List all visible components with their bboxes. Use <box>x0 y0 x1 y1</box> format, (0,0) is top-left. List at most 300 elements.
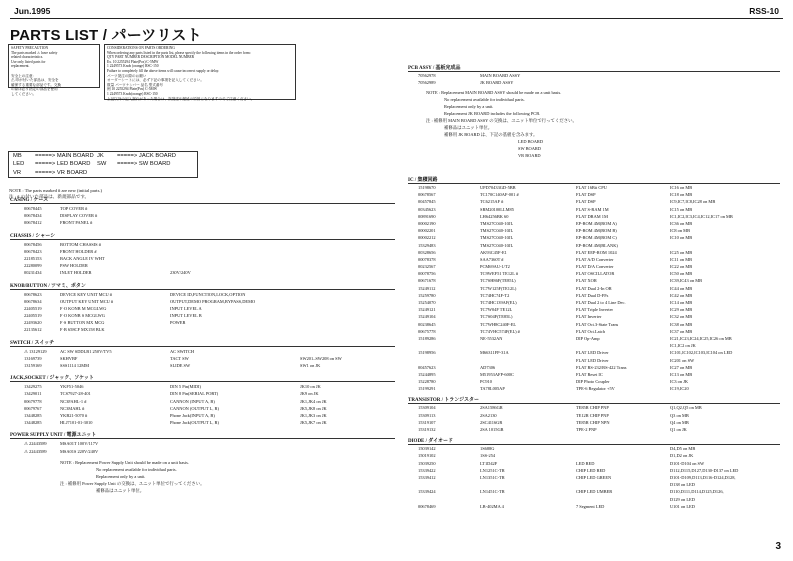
note-line: 注 : 補修用 MAIN BOARD ASSY の交換は、ユニット単位で行ってください。 <box>426 118 577 124</box>
cell: POWER <box>170 320 186 326</box>
part-row <box>408 184 783 191</box>
cell: NC3MAHL # <box>60 405 85 411</box>
ordering-line: パーツ発注の際のお願い <box>107 73 147 78</box>
cell: 70562989 <box>418 80 436 86</box>
cell: IC8 on MB <box>670 228 691 234</box>
cell: PCM69AU-1/T2 <box>480 264 510 270</box>
part-row <box>10 326 400 333</box>
cell: IC50 on MB <box>670 271 693 277</box>
legend-cell: =====> MAIN BOARD <box>35 153 94 159</box>
cell: IC18 on MB <box>670 192 693 198</box>
cell: D101-D104 on SW <box>670 460 705 466</box>
cell: 00238645 <box>418 321 436 327</box>
cell: 13429275 <box>24 384 42 390</box>
ordering-line: When ordering any parts listed in the parts list, please specify the following items in the order form: <box>107 50 251 55</box>
cell: 15198670 <box>418 185 436 190</box>
cell: F·O KONB S MCGLWG <box>60 313 105 319</box>
cell: IC11 on MB <box>670 256 693 262</box>
cell: M51953AFP-600C <box>480 371 514 377</box>
section-title: CHASSIS / シャーシ <box>10 233 56 239</box>
cell: 00678423 <box>24 248 42 254</box>
cell: F·B 658CF MX158 BLK <box>60 327 105 333</box>
part-row <box>408 474 783 481</box>
cell: NC3FAHL-1 # <box>60 398 87 404</box>
cell: TE85R CHIP NPN <box>576 419 610 425</box>
cell: 15039142 <box>418 446 436 452</box>
ordering-line: Failure to completely fill the above items will cause incorrect supply or delay. <box>107 68 220 73</box>
cell: EP-ROM 4M(BLANK) <box>576 242 618 248</box>
cell: D110,D111,D114,D125,D126, <box>670 489 724 495</box>
safety-line: Use only listed parts for <box>11 59 46 64</box>
cell: INPUT LEVEL A <box>170 305 202 311</box>
cell: FLAT Reset IC <box>576 371 603 377</box>
cell: DIP Op-Amp <box>576 335 600 341</box>
cell: ⚠ 22443589 <box>24 448 47 454</box>
ordering-line: 1 2249573 Knob(orange) RSC-150 <box>107 91 158 96</box>
part-row <box>408 488 783 495</box>
ordering-line: 数量 パーツナンバー 品名 型式番号 <box>107 82 164 87</box>
cell: FLAT Inverter <box>576 314 602 320</box>
legend-cell: MB <box>13 153 22 159</box>
cell: EP-ROM 4M(ROM C) <box>576 235 617 241</box>
cell: 22493620 <box>24 320 42 326</box>
part-row <box>408 467 783 474</box>
cell: TC74HC74F-T2 <box>480 292 510 298</box>
cell: CHIP LED RED <box>576 467 606 473</box>
cell: UPD70433GD-5BB <box>480 185 516 190</box>
section-title: KNOB/BUTTON / ツマミ、ボタン <box>10 283 86 289</box>
cell: FLAT LED Driver <box>576 350 609 356</box>
ordering-line: Ex. 10 2255294 Plate(Pos) C-5MW <box>107 59 159 64</box>
part-row <box>408 206 783 213</box>
part-row <box>408 270 783 277</box>
cell: 15259780 <box>418 292 436 298</box>
parts-ordering-box <box>104 44 296 100</box>
cell: FLAT DSP <box>576 192 596 198</box>
part-row <box>10 219 400 226</box>
cell: CANNON (OUTPUT L, R) <box>170 405 219 411</box>
cell: INLET HOLDER <box>60 270 92 276</box>
part-row <box>408 364 783 371</box>
cell: 13448285 <box>24 412 42 418</box>
part-row <box>10 355 400 362</box>
cell: Q4 on MB <box>670 419 689 425</box>
part-row <box>408 313 783 320</box>
cell: FLAT Dual 2 to 4 Line Dec. <box>576 300 626 305</box>
section-rule <box>10 381 395 382</box>
cell: D138 on LED <box>670 482 695 488</box>
legend-row <box>13 169 193 177</box>
part-row <box>10 305 400 312</box>
part-row <box>408 378 783 385</box>
part-row <box>10 419 400 426</box>
cell: BOTTOM CHASSIS # <box>60 241 101 247</box>
cell: FLAT DRAM 1M <box>576 213 608 219</box>
cell: 15039250 <box>418 460 436 466</box>
cell: 15198956 <box>418 350 436 356</box>
cell: Q1 on JK <box>670 427 687 432</box>
note-line: NOTE : The parts marked # are new (initial parts.) <box>9 188 103 193</box>
cell: JK1,JK4 on JK <box>300 398 327 404</box>
ordering-line: QTY PART NUMBER DESCRIPTION MODEL NUMBER <box>107 55 195 60</box>
pcb-assy-section <box>408 64 783 159</box>
cell: 15309113 <box>418 412 436 418</box>
cell: IC29 on MB <box>670 307 693 313</box>
pcb-row <box>408 72 783 79</box>
part-row <box>10 298 400 305</box>
cell: 70562978 <box>418 73 436 78</box>
note-line: NOTE : Replacement MAIN BOARD ASSY should be made on a unit basis. <box>426 90 562 96</box>
legend-cell: =====> SW BOARD <box>117 161 171 168</box>
part-row <box>10 319 400 326</box>
section-rule <box>10 289 395 290</box>
cell: AK93C45F-E1 <box>480 249 507 255</box>
cell: IC101,IC102,IC103,IC104 on LED <box>670 350 733 356</box>
ordering-line: 上記以外の記入漏れがあった場合は、誤発送や遅延の原因になりますのでご注意ください。 <box>107 96 255 101</box>
part-row <box>408 263 783 270</box>
safety-line: SAFETY PRECAUTION <box>11 46 49 50</box>
cell: Q1,Q2,Q5 on MB <box>670 405 702 411</box>
part-row <box>408 404 783 411</box>
cell: FRONT HOLDER # <box>60 248 97 254</box>
safety-precaution-box <box>8 44 100 96</box>
cell: FLAT OSCILLATOR <box>576 271 615 277</box>
part-row <box>408 234 783 241</box>
note-line: No replacement available for individual parts. <box>444 97 525 103</box>
cell: 15339412 <box>418 474 436 480</box>
cell: TC6215AF # <box>480 199 504 205</box>
header-date: Jun.1995 <box>14 6 51 16</box>
part-row <box>408 412 783 419</box>
section-title: SWITCH / スイッチ <box>10 340 55 346</box>
cell: 15189286 <box>418 335 436 341</box>
cell: FLAT RS-232/RS-422 Trans <box>576 364 627 370</box>
cell: FLAT Oct.3-State Trans <box>576 321 619 327</box>
part-row <box>408 249 783 256</box>
part-row <box>10 269 400 276</box>
part-row <box>408 342 783 349</box>
note-line: 補修品はユニット単位。 <box>96 487 145 493</box>
safety-line: ⚠ 印が付いた部品は、安全を <box>11 78 59 83</box>
cell: JK1,JK3 on JK <box>300 412 327 418</box>
cell: 00232567 <box>418 264 436 270</box>
cell: 15339422 <box>418 467 436 473</box>
cell: TACT SW <box>170 355 189 361</box>
legend-row <box>13 160 193 168</box>
cell: 22280099 <box>24 263 42 269</box>
cell: AC SWITCH <box>170 348 195 354</box>
cell: JK5,JK7 on JK <box>300 420 327 426</box>
cell: EP-ROM 4M(ROM A) <box>576 220 617 226</box>
section-rule <box>10 239 395 240</box>
cell: Phone Jack(OUTPUT L, R) <box>170 420 219 426</box>
cell: 15249104 <box>418 314 436 320</box>
cell: JK BOARD ASSY <box>480 80 514 86</box>
note-line: Replacement JK BOARD includes the following PCB. <box>444 111 541 117</box>
legend-cell: LED <box>13 161 25 168</box>
cell: TE12R CHIP PNP <box>576 412 609 418</box>
note-line: 補修用 JK BOARD は、下記の基板を含みます。 <box>444 132 538 138</box>
cell: 15319132 <box>418 427 436 432</box>
cell: IC42 on MB <box>670 292 693 298</box>
cell: LB-402MA 4 <box>480 503 504 509</box>
cell: FLAT Dual D-FFs <box>576 292 609 298</box>
cell: TCS7927-28-401 <box>60 391 91 397</box>
cell: 230V/240V <box>170 270 191 276</box>
part-row <box>408 357 783 364</box>
cell: IC1,IC2 on JK <box>670 343 696 349</box>
part-row <box>408 198 783 205</box>
cell: ⚠ 22443589 <box>24 441 47 447</box>
cell: FLAT XOR <box>576 278 597 284</box>
cell: JK5,JK8 on JK <box>300 405 327 411</box>
cell: ⚠ 13129129 <box>24 348 47 354</box>
cell: LN1351C-TR <box>480 474 505 480</box>
safety-line: 安全上の注意： <box>11 73 37 78</box>
cell: BACK ANGLE IV WHT <box>60 255 105 261</box>
cell: IC27 on MB <box>670 364 693 370</box>
cell: IC14 on MB <box>670 300 693 305</box>
legend-cell: VR <box>13 169 22 176</box>
part-row <box>408 426 783 433</box>
cell: DIN 8 Pin(SERIAL PORT) <box>170 391 219 397</box>
cell: INPUT LEVEL B <box>170 313 202 319</box>
cell: IC201 on SW <box>670 357 695 363</box>
note-line: No replacement available for individual parts. <box>96 466 177 472</box>
cell: 00002190 <box>418 220 436 226</box>
cell: IC22 on MB <box>670 264 693 270</box>
part-row <box>10 412 400 419</box>
cell: DIP Photo Coupler <box>576 379 610 385</box>
cell: 00231434 <box>24 270 42 276</box>
cell: 00678412 <box>24 220 42 226</box>
part-row <box>10 241 400 248</box>
cell: 22185153 <box>24 255 42 261</box>
cell: 22135612 <box>24 327 42 333</box>
part-row <box>408 191 783 198</box>
cell: MSA01S 220V/240V <box>60 448 99 454</box>
part-row <box>408 328 783 335</box>
part-row <box>10 398 400 405</box>
cell: 00328656 <box>418 249 436 255</box>
section-rule <box>10 346 395 347</box>
cell: EP-ROM 4M(ROM B) <box>576 228 617 234</box>
cell: D101-D109,D113,D116-D124,D128, <box>670 474 736 480</box>
cell: 00457845 <box>418 199 436 205</box>
safety-line: してください。 <box>11 91 37 96</box>
legend-cell: JK <box>97 153 104 159</box>
right-column <box>408 176 783 510</box>
part-row <box>408 385 783 392</box>
cell: 2SC4116GR <box>480 419 503 425</box>
section-title: JACK,SOCKET / ジャック、ソケット <box>10 376 94 382</box>
cell: CHIP LED UMBER <box>576 489 613 495</box>
part-row <box>408 460 783 467</box>
note-line: LED BOARD <box>518 139 544 145</box>
part-row <box>408 242 783 249</box>
cell: 15019102 <box>418 453 436 459</box>
part-row <box>408 292 783 299</box>
cell: TC7W04F TE12L <box>480 307 513 313</box>
legend-cell <box>97 169 117 177</box>
cell: IC38 on MB <box>670 321 693 327</box>
header-model: RSS-10 <box>749 6 779 16</box>
left-column <box>10 196 400 494</box>
part-row <box>408 321 783 328</box>
section-title: TRANSISTOR / トランジスター <box>408 398 480 404</box>
cell: AC SW SDDLB1 250V/TV5 <box>60 348 112 354</box>
cell: 15249121 <box>418 307 436 313</box>
cell: D129 on LED <box>670 496 695 502</box>
legend-cell: =====> LED BOARD <box>35 161 91 168</box>
cell: U101 on LED <box>670 503 695 509</box>
cell: 2SA2130 <box>480 412 497 418</box>
cell: LH64256BK 60 <box>480 213 509 219</box>
cell: FLAT EEP-ROM 1024 <box>576 249 617 255</box>
cell: 00002212 <box>418 235 436 241</box>
cell: TC74VHC574F(EL) # <box>480 328 520 334</box>
cell: TPE-2 PNP <box>576 427 597 432</box>
cell: IC10 on MB <box>670 235 693 241</box>
cell: DISPLAY COVER # <box>60 213 98 219</box>
cell: IC39,IC43 on MB <box>670 278 703 284</box>
cell: 7 Segment LED <box>576 503 605 509</box>
section-rule <box>10 438 395 439</box>
ordering-line: 例 10 2255294 Plate(Pos) C-5MW <box>107 87 158 92</box>
cell: 13448285 <box>24 420 42 426</box>
part-row <box>10 205 400 212</box>
note-line: 注 : 補修用 Power Supply Unit の交換は、ユニット単位で行ってください。 <box>60 480 205 486</box>
cell: SAA7360T # <box>480 256 504 262</box>
cell: TMS27C040-10JL <box>480 220 514 226</box>
cell: 2SA 1015GR <box>480 427 504 432</box>
cell: 13429011 <box>24 391 42 397</box>
part-row <box>408 285 783 292</box>
part-row <box>408 503 783 510</box>
safety-line: related characteristics. <box>11 55 44 60</box>
safety-line: の際は必ず指定の部品を使用 <box>11 87 58 92</box>
cell: TMS27C040-10JL <box>480 228 514 234</box>
cell: IC36 on MB <box>670 220 693 226</box>
section-title: PCB ASSY / 基板完成品 <box>408 66 461 71</box>
part-row <box>408 371 783 378</box>
cell: TOP COVER # <box>60 206 88 211</box>
cell: 00678456 <box>24 241 42 247</box>
cell: FLAT LED Driver <box>576 357 609 363</box>
cell: 2SA1586GR <box>480 405 503 411</box>
cell: IC13 on MB <box>670 371 693 377</box>
cell: IC21,IC23,IC24,IC25,IC26 on MB <box>670 335 732 341</box>
cell: 1SS-254 <box>480 453 496 459</box>
part-row <box>408 445 783 452</box>
safety-line: The parts marked ⚠ have safety <box>11 50 58 55</box>
safety-line: 確保する重要な部品です。交換 <box>11 82 62 87</box>
cell: 00678434 <box>24 213 42 219</box>
section-title: CASING / ケース <box>10 198 49 203</box>
cell: 00078756 <box>418 271 436 277</box>
cell: TMS27C040-10JL <box>480 242 514 248</box>
note-line: 補修品はユニット単位。 <box>444 125 493 131</box>
cell: 00002201 <box>418 228 436 234</box>
header-rule <box>10 18 783 19</box>
part-row <box>408 452 783 459</box>
cell: 00671678 <box>418 278 436 284</box>
cell: 15228780 <box>418 379 436 385</box>
cell: 00678567 <box>418 192 436 198</box>
cell: AD7306 <box>480 364 496 370</box>
part-row <box>408 213 783 220</box>
part-row <box>408 299 783 306</box>
cell: IC44 on MB <box>670 285 693 291</box>
cell: 22405519 <box>24 313 42 319</box>
cell: IC37 on MB <box>670 328 693 334</box>
cell: HLJ7101-01-3010 <box>60 420 93 426</box>
cell: 00457623 <box>418 364 436 370</box>
legend-cell: =====> JACK BOARD <box>117 153 176 159</box>
cell: TC7S04F(TE85L) <box>480 314 513 320</box>
cell: 15309104 <box>418 405 436 411</box>
cell: 15339424 <box>418 489 436 495</box>
cell: SKHVBF <box>60 355 78 361</box>
cell: 00078378 <box>418 256 436 262</box>
board-legend <box>8 151 198 178</box>
part-row <box>10 448 400 455</box>
legend-row <box>13 152 193 160</box>
cell: TC7WH8C240F-EL <box>480 321 517 327</box>
ordering-line: CONSIDERATIONS ON PARTS ORDERING <box>107 46 175 50</box>
cell: TC7W125F(TE12L) <box>480 285 517 291</box>
part-row <box>408 220 783 227</box>
cell: FLAT DSP <box>576 199 596 205</box>
cell: IC32 on MB <box>670 314 693 320</box>
cell: FLAT Dual 2-In OR <box>576 285 612 291</box>
cell: IC3 on JK <box>670 379 689 385</box>
cell: CANNON (INPUT A, B) <box>170 398 215 404</box>
cell: PC910 <box>480 379 492 385</box>
cell: FLAT 16Bit CPU <box>576 185 607 190</box>
legend-cell: =====> VR BOARD <box>35 169 88 176</box>
note-line: Replacement only by a unit. <box>444 104 494 110</box>
cell: LN1451C-TR <box>480 489 505 495</box>
section-title: DIODE / ダイオード <box>408 439 454 445</box>
cell: YKB21-5070 # <box>60 412 88 418</box>
cell: 1S688G <box>480 446 495 452</box>
note-line: 注 : # の付いた部品は、新規部品です。 <box>9 194 90 199</box>
part-row <box>408 335 783 342</box>
cell: 15329483 <box>418 242 436 248</box>
safety-line: replacement. <box>11 64 30 69</box>
cell: PSW HOLDER <box>60 263 88 269</box>
part-row <box>408 256 783 263</box>
cell: 00678623 <box>24 291 42 297</box>
cell: DEVICE ID,FUNCTION,LOCK,OPTION <box>170 291 246 297</box>
cell: YKF51-5046 <box>60 384 84 390</box>
part-row <box>408 277 783 284</box>
cell: Phone Jack(INPUT A, B) <box>170 412 215 418</box>
cell: 00678634 <box>24 298 42 304</box>
part-row <box>408 496 783 503</box>
cell: FLAT S-RAM 1M <box>576 206 609 212</box>
cell: LED RED <box>576 460 595 466</box>
cell: SRM20100LLM85 <box>480 206 514 212</box>
section-rule <box>10 203 395 204</box>
pcb-notes <box>408 89 783 159</box>
cell: SW201–SW208 on SW <box>300 355 342 361</box>
cell: SW1 on JK <box>300 363 321 368</box>
cell: FRONT PANEL # <box>60 220 93 226</box>
part-row <box>408 419 783 426</box>
part-row <box>10 248 400 255</box>
